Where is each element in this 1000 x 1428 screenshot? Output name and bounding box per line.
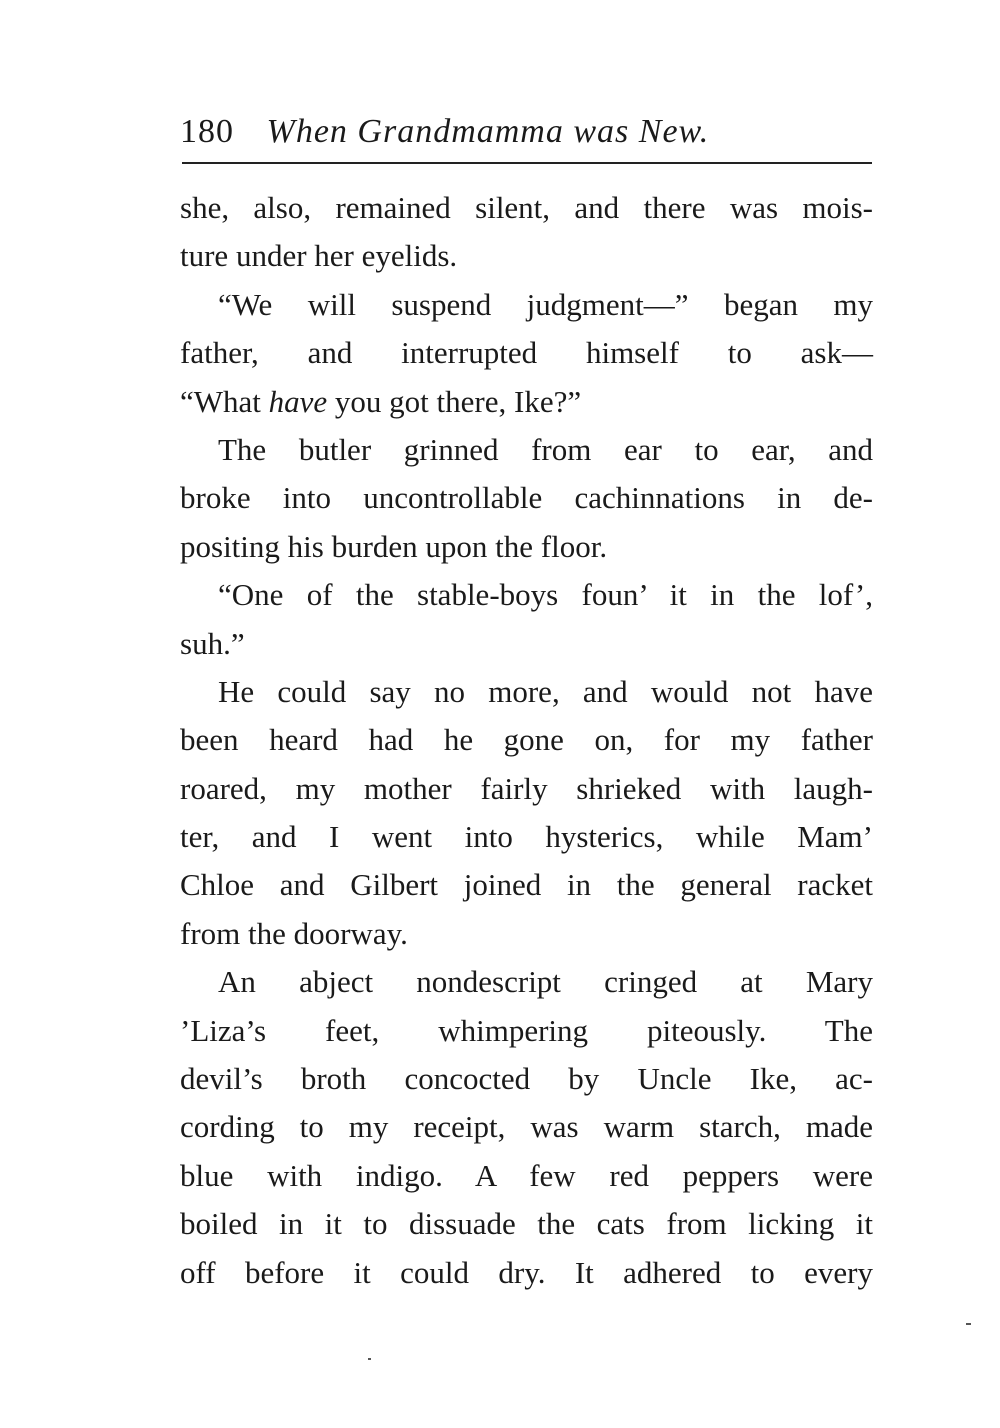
text-line: been heard had he gone on, for my father [180, 722, 873, 758]
text-line: devil’s broth concocted by Uncle Ike, ac- [180, 1061, 873, 1097]
text-line: broke into uncontrollable cachinnations in de- [180, 480, 873, 516]
header-rule [182, 162, 872, 164]
text-line: positing his burden upon the floor. [180, 528, 608, 564]
text-line: Chloe and Gilbert joined in the general racket [180, 867, 873, 903]
emphasis-text: have [268, 383, 328, 419]
text-line: suh.” [180, 625, 245, 661]
text-line: The butler grinned from ear to ear, and [218, 431, 873, 467]
text-line: off before it could dry. It adhered to every [180, 1254, 873, 1290]
scan-speck [368, 1358, 371, 1360]
page-number: 180 [180, 113, 234, 150]
text-line: father, and interrupted himself to ask— [180, 335, 873, 371]
text-line: “One of the stable-boys foun’ it in the lof’, [218, 577, 873, 613]
text-line: “We will suspend judgment—” began my [218, 286, 873, 322]
text-line: roared, my mother fairly shrieked with laugh- [180, 770, 873, 806]
text-segment: you got there, Ike?” [327, 383, 582, 419]
text-line: blue with indigo. A few red peppers were [180, 1157, 873, 1193]
text-line: An abject nondescript cringed at Mary [218, 964, 873, 1000]
text-line: from the doorway. [180, 915, 408, 951]
text-line: ter, and I went into hysterics, while Mam’ [180, 819, 873, 855]
scan-speck [966, 1323, 971, 1325]
running-head [180, 110, 872, 154]
text-segment: “What [180, 383, 269, 419]
text-line [180, 378, 873, 426]
text-line: He could say no more, and would not have [218, 673, 873, 709]
text-line: she, also, remained silent, and there was mois- [180, 190, 873, 225]
body-text [180, 184, 873, 1297]
text-line: boiled in it to dissuade the cats from licking it [180, 1206, 873, 1242]
text-line: ’Liza’s feet, whimpering piteously. The [180, 1012, 873, 1048]
text-line: ture under her eyelids. [180, 238, 458, 274]
text-line: cording to my receipt, was warm starch, made [180, 1109, 873, 1145]
book-title: When Grandmamma was New. [266, 113, 710, 150]
